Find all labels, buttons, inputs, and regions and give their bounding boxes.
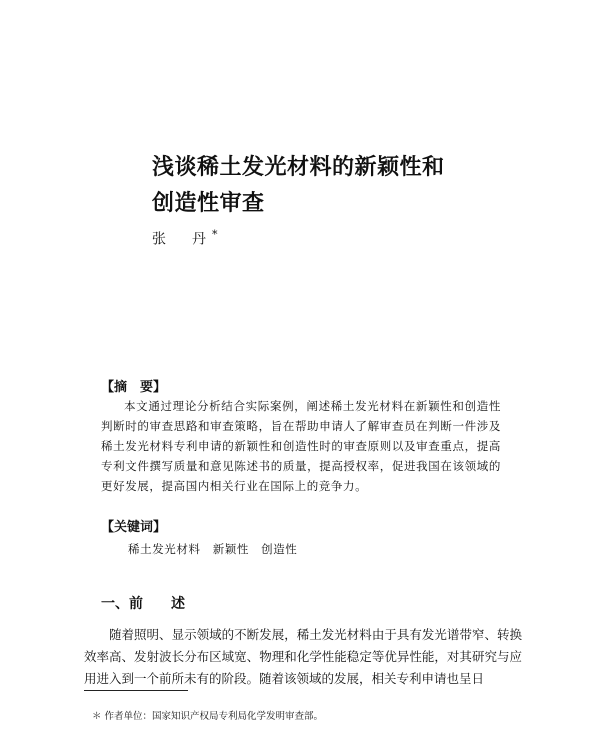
abstract-text: 本文通过理论分析结合实际案例，阐述稀土发光材料在新颖性和创造性判断时的审查思路和审查策略，旨在帮助申请人了解审查员在判断一件涉及稀土发光材料专利申请的新颖性和创造性时的审查原则以及审查重点，提高专利文件撰写质量和意见陈述书的质量，提高授权率，促进我国在该领域的更好发展，提高国内相关行业在国际上的竞争力。 bbox=[101, 399, 501, 493]
section-body-text: 随着照明、显示领域的不断发展，稀土发光材料由于具有发光谱带窄、转换效率高、发射波长分布区域宽、物理和化学性能稳定等优异性能，对其研究与应用进入到一个前所未有的阶段。随着该领域的发展，相关专利申请也呈日 bbox=[84, 627, 522, 686]
paper-title-line-1: 浅谈稀土发光材料的新颖性和 bbox=[152, 155, 445, 180]
author-footnote-mark: * bbox=[212, 228, 218, 241]
paper-title-line-2: 创造性审查 bbox=[152, 191, 265, 216]
author-name: 张 丹 bbox=[152, 231, 212, 248]
abstract-label: 【摘 要】 bbox=[101, 380, 167, 395]
keywords-label: 【关键词】 bbox=[101, 520, 167, 535]
keywords-text: 稀土发光材料 新颖性 创造性 bbox=[128, 542, 298, 556]
footnote: ＊ 作者单位：国家知识产权局专利局化学发明审查部。 bbox=[92, 711, 324, 722]
author bbox=[152, 228, 218, 249]
footnote-divider bbox=[84, 690, 188, 691]
section-heading: 一、前 述 bbox=[101, 596, 185, 612]
